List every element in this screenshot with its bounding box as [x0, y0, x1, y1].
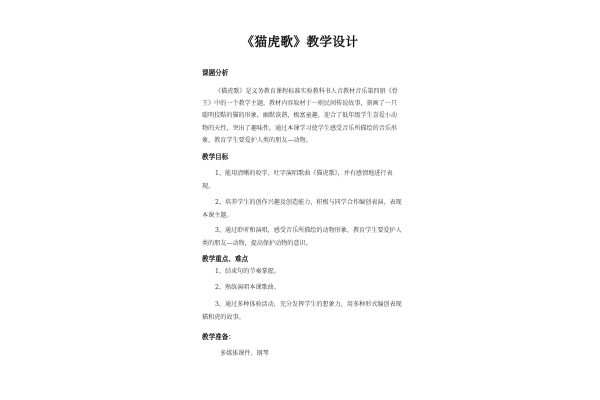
document-title: 《猫虎歌》教学设计	[241, 34, 359, 49]
section-heading-preparation: 教学准备：	[202, 333, 235, 341]
section-heading-analysis: 课题分析	[202, 69, 229, 77]
goal-item-2: 2、培养学生的创作兴趣及创造能力，积极与同学合作编创表演，表现本课主题。	[202, 199, 402, 220]
section-heading-goals: 教学目标	[202, 153, 229, 161]
goal-item-1: 1、能用清晰的咬字、吐字演唱歌曲《猫虎歌》，并有感情地进行表现。	[202, 170, 393, 191]
keypoint-item-1: 1、结束句的节奏掌握。	[215, 268, 280, 275]
goal-item-3: 3、通过聆听和演唱，感受音乐所描绘的动物形象，教育学生要爱护人类的朋友—动物，提高保护动物的意识。	[202, 227, 402, 248]
analysis-paragraph: 《猫虎歌》是义务教育课程标准实验教科书人音教材音乐第四册《骨王》中的一个教学主题。教材内容取材于一则民间传说故事，刻画了一只聪明狡黠的猫的形象，幽默诙谐，极富童趣，迎合了低年级学生喜爱小动物的天性，突出了趣味性。通过本课学习使学生感受音乐所描绘的音乐形象，教育学生要爱护人类的朋友—动物。	[202, 88, 398, 144]
keypoint-item-3: 3、通过多种体验活动，充分发挥学生的想象力，用多种形式编创表现猫和虎的故事。	[202, 301, 402, 322]
keypoint-item-2: 2、熟练演唱本课歌曲。	[215, 284, 280, 291]
section-heading-keypoints: 教学重点、难点	[202, 255, 249, 263]
preparation-text: 多媒体课件、钢琴	[220, 350, 269, 357]
